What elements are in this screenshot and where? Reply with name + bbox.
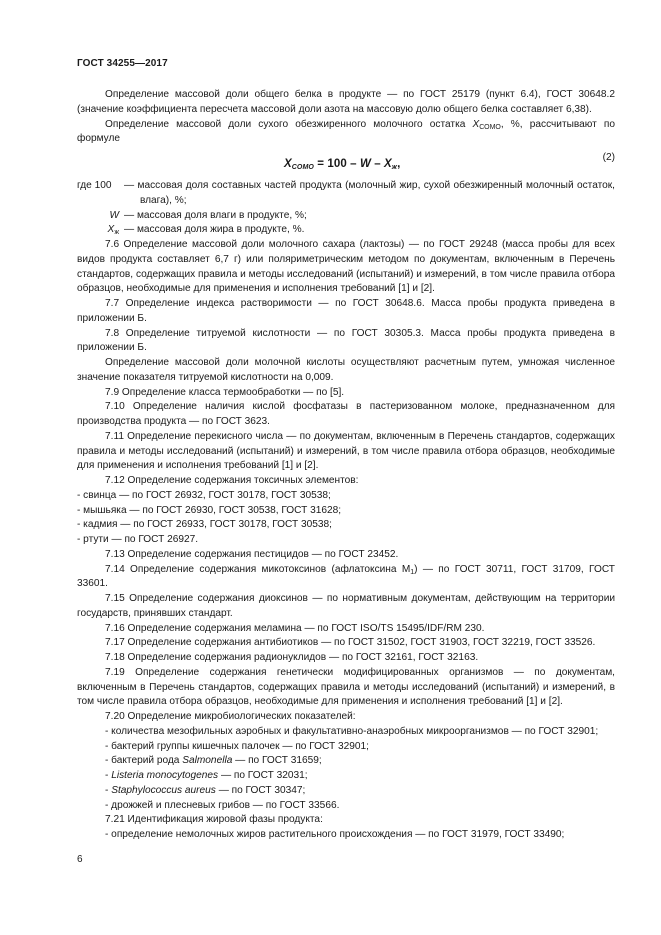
- como-symbol-sub: СОМО: [479, 123, 501, 131]
- formula-x2: X: [384, 158, 392, 170]
- listeria-name: Listeria monocytogenes: [111, 770, 219, 781]
- where-block: [77, 179, 615, 238]
- list-item-lead: - свинца — по ГОСТ 26932, ГОСТ 30178, ГОСТ 30538;: [77, 489, 331, 501]
- document-header: ГОСТ 34255—2017: [77, 58, 168, 69]
- where-lead: где 100: [77, 180, 112, 191]
- formula-end: ,: [397, 158, 401, 170]
- where-row-w: [77, 209, 615, 224]
- list-item-nondairy-fats: - определение немолочных жиров растительного происхождения — по ГОСТ 31979, ГОСТ 33490;: [105, 829, 565, 840]
- where-x-text: — массовая доля жира в продукте, %.: [124, 224, 305, 236]
- formula-number: (2): [602, 152, 615, 163]
- formula-block: [77, 149, 615, 179]
- como-text-before: Определение массовой доли сухого обезжиренного молочного остатка: [105, 118, 473, 130]
- formula-x: X: [284, 158, 292, 170]
- p714-before: 7.14 Определение содержания микотоксинов (афлатоксина М: [105, 563, 411, 575]
- formula-minus: –: [370, 158, 385, 170]
- paragraph-7-12: 7.12 Определение содержания токсичных элементов:: [105, 475, 359, 486]
- list-item-listeria: - Listeria monocytogenes — по ГОСТ 32031;: [105, 770, 308, 781]
- paragraph-7-10: 7.10 Определение наличия кислой фосфатазы в пастеризованном молоке, предназначенном для производства продукта — по ГОСТ 3623.: [77, 401, 615, 427]
- page-number: 6: [77, 854, 83, 865]
- where-lead-text: — массовая доля составных частей продукта (молочный жир, сухой обезжиренный молочный остаток, влага), %;: [124, 180, 615, 206]
- paragraph-7-21: 7.21 Идентификация жировой фазы продукта:: [105, 814, 323, 826]
- formula-x2-sub: ж: [391, 164, 398, 171]
- paragraph-7-6: 7.6 Определение массовой доли молочного сахара (лактозы) — по ГОСТ 29248 (масса пробы для всех видов продукта составляет 6,7 г) или поляриметрическим методом по документам, включенным в Перечень стандартов, содержащих правила и методы исследований (испытаний) и измерений, в том числе правила отбора образцов, необходимые для применения и исполнения требований [1] и [2].: [77, 239, 615, 295]
- list-item-coliform: - бактерий группы кишечных палочек — по ГОСТ 32901;: [105, 740, 369, 752]
- formula-equals: = 100 –: [313, 158, 360, 170]
- list-item-arsenic: - мышьяка — по ГОСТ 26930, ГОСТ 30538, ГОСТ 31628;: [77, 504, 342, 516]
- formula-expression: [284, 157, 400, 172]
- paragraph-7-13: 7.13 Определение содержания пестицидов — по ГОСТ 23452.: [105, 548, 399, 560]
- paragraph-7-11: 7.11 Определение перекисного числа — по документам, включенным в Перечень стандартов, содержащих правила и методы исследований (испытаний) и измерений, в том числе правила отбора образцов, необходимые для применения и исполнения требований [1] и [2].: [77, 430, 615, 472]
- where-w-text: — массовая доля влаги в продукте, %;: [124, 209, 307, 221]
- paragraph-7-15: 7.15 Определение содержания диоксинов — по нормативным документам, действующим на территории государств, принявших стандарт.: [77, 593, 615, 619]
- formula-w: W: [359, 158, 371, 170]
- list-item-staphylococcus: - Staphylococcus aureus — по ГОСТ 30347;: [105, 784, 306, 796]
- paragraph-7-19: 7.19 Определение содержания генетически модифицированных организмов — по документам, включенным в Перечень стандартов, содержащих правила и методы исследований (испытаний) и измерений, в том числе правила отбора образцов, необходимые для применения и исполнения требований [1] и [2].: [77, 666, 615, 708]
- paragraph-lactic-acid: Определение массовой доли молочной кислоты осуществляют расчетным путем, умножая численное значение показателя титруемой кислотности на 0,009.: [77, 357, 615, 383]
- paragraph-7-9: 7.9 Определение класса термообработки — по [5].: [105, 386, 345, 398]
- paragraph-7-7: 7.7 Определение индекса растворимости — по ГОСТ 30648.6. Масса пробы продукта приведена в приложении Б.: [77, 298, 615, 324]
- page-content: [77, 88, 615, 843]
- list-item-yeast: - дрожжей и плесневых грибов — по ГОСТ 33566.: [105, 799, 340, 811]
- paragraph-protein: Определение массовой доли общего белка в продукте — по ГОСТ 25179 (пункт 6.4), ГОСТ 30648.2 (значение коэффициента пересчета массовой доли азота на массовую долю общего белка составляет 6,38).: [77, 89, 615, 115]
- paragraph-como: [77, 118, 615, 148]
- list-item-mercury: - ртути — по ГОСТ 26927.: [77, 534, 199, 545]
- list-item-salmonella: - бактерий рода Salmonella — по ГОСТ 31659;: [105, 755, 322, 767]
- p714-sub: 1: [410, 568, 415, 576]
- p714-after: ) — по ГОСТ 30711, ГОСТ 31709, ГОСТ 33601.: [77, 563, 615, 590]
- staphylococcus-name: Staphylococcus aureus: [111, 784, 216, 796]
- where-w-symbol: W: [109, 209, 119, 221]
- paragraph-7-14: [77, 563, 615, 593]
- paragraph-7-18: 7.18 Определение содержания радионуклидов — по ГОСТ 32161, ГОСТ 32163.: [105, 652, 479, 663]
- list-item-mesophilic: - количества мезофильных аэробных и факультативно-анаэробных микроорганизмов — по ГОСТ 32901;: [105, 725, 599, 737]
- paragraph-7-20: 7.20 Определение микробиологических показателей:: [105, 711, 356, 722]
- where-row-x: [77, 223, 615, 238]
- como-text-after: , %, рассчитывают по формуле: [77, 118, 615, 145]
- formula-x-sub: СОМО: [291, 164, 314, 171]
- salmonella-name: Salmonella: [182, 755, 233, 767]
- paragraph-7-8: 7.8 Определение титруемой кислотности — по ГОСТ 30305.3. Масса пробы продукта приведена в приложении Б.: [77, 327, 615, 354]
- como-symbol: X: [472, 118, 480, 130]
- paragraph-7-17: 7.17 Определение содержания антибиотиков — по ГОСТ 31502, ГОСТ 31903, ГОСТ 32219, ГОСТ 33526.: [105, 637, 596, 649]
- list-item-cadmium: - кадмия — по ГОСТ 26933, ГОСТ 30178, ГОСТ 30538;: [77, 519, 332, 531]
- paragraph-7-16: 7.16 Определение содержания меламина — по ГОСТ ISO/TS 15495/IDF/RM 230.: [105, 622, 485, 634]
- where-row-100: [77, 179, 615, 209]
- where-x-symbol: $X_ж$: [107, 224, 119, 237]
